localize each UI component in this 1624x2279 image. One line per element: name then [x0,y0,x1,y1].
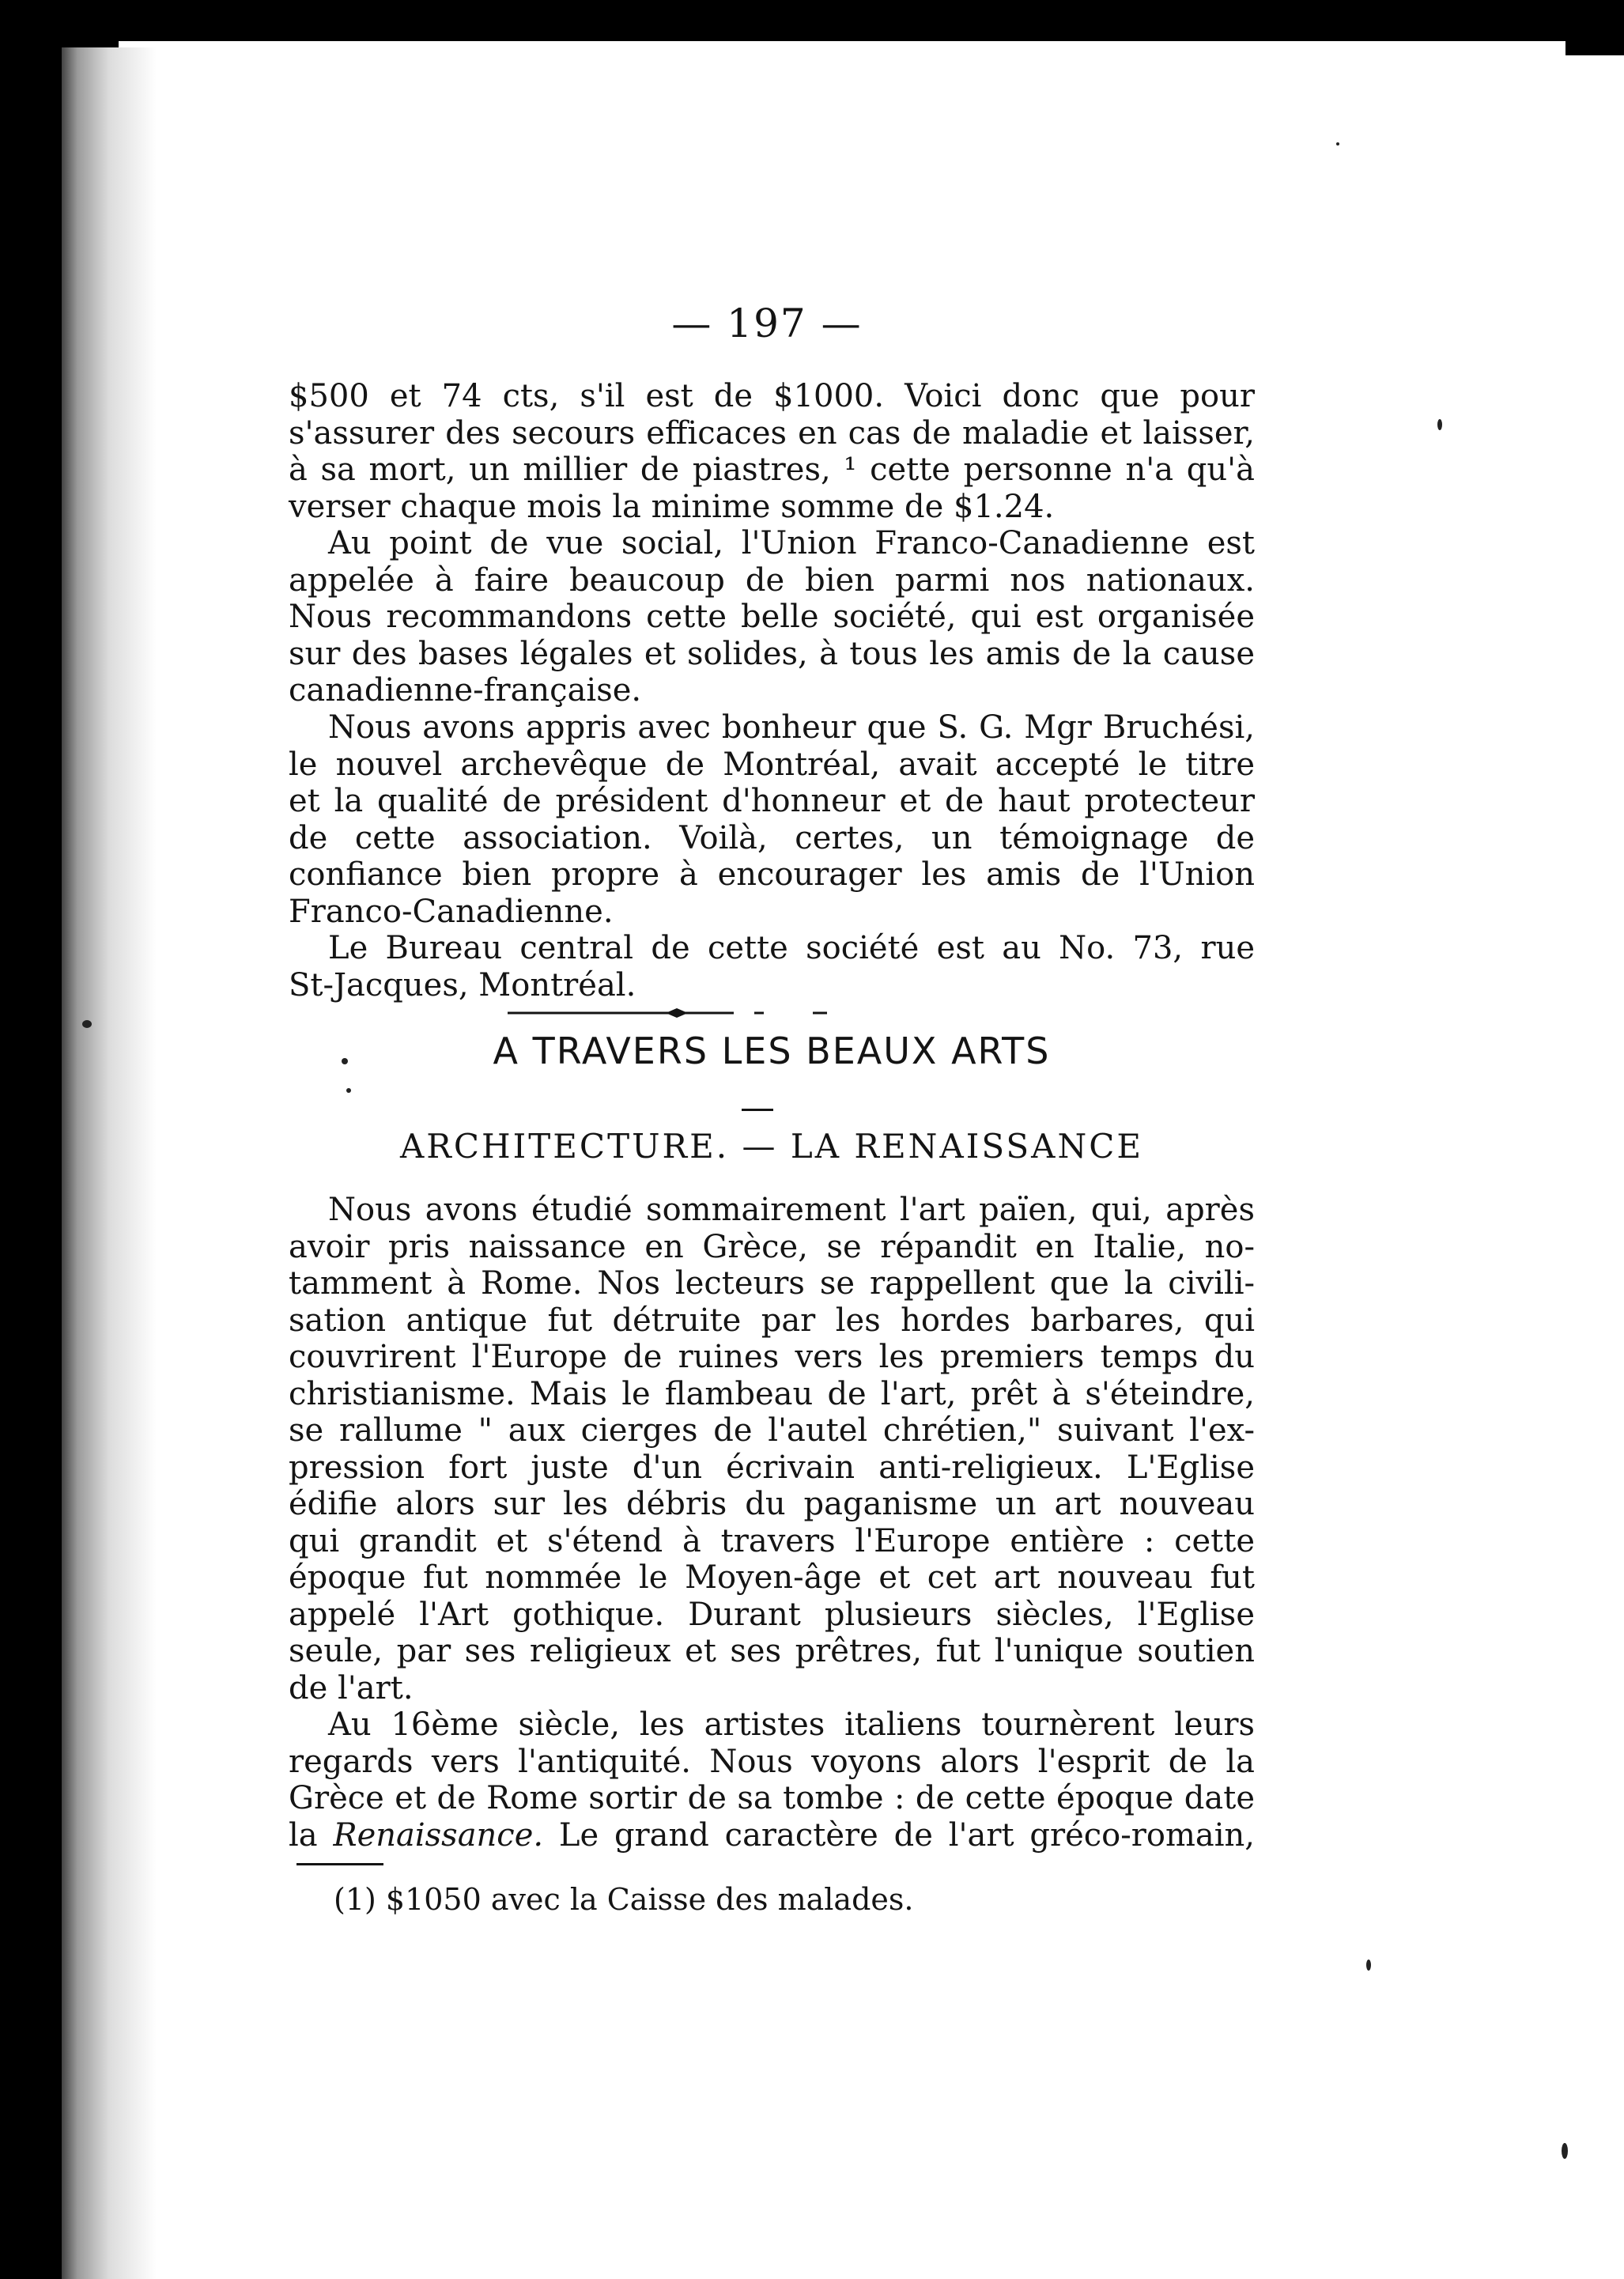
paragraph-6 [289,1706,1255,1854]
text-line: regards vers l'antiquité. Nous voyons alors l'esprit de la [289,1743,1255,1780]
text-line: Au point de vue social, l'Union Franco-Canadienne est [328,525,1255,561]
text-line: Le Bureau central de cette société est au No. 73, rue [328,930,1255,966]
text-line: et la qualité de président d'honneur et de haut protecteur [289,783,1255,819]
text-line: avoir pris naissance en Grèce, se répandit en Italie, no- [289,1228,1255,1265]
scan-left-border [0,0,62,2279]
text-line: confiance bien propre à encourager les amis de l'Union [289,856,1255,893]
text-line: à sa mort, un millier de piastres, ¹ cette personne n'a qu'à [289,452,1255,488]
text-line: $500 et 74 cts, s'il est de $1000. Voici donc que pour [289,378,1255,414]
text-line: appelé l'Art gothique. Durant plusieurs siècles, l'Eglise [289,1596,1255,1633]
italic-term: Renaissance. [333,1816,544,1854]
text-line: christianisme. Mais le flambeau de l'art, prêt à s'éteindre, [289,1375,1255,1412]
text-line: Nous avons étudié sommairement l'art païen, qui, après [328,1192,1255,1228]
text-line: qui grandit et s'étend à travers l'Europe entière : cette [289,1522,1255,1559]
text-line: St-Jacques, Montréal. [289,966,636,1003]
text-line: de cette association. Voilà, certes, un témoignage de [289,819,1255,856]
text-line: Grèce et de Rome sortir de sa tombe : de cette époque date [289,1780,1255,1816]
text-line: verser chaque mois la minime somme de $1.24. [289,488,1055,525]
section-subtitle: ARCHITECTURE. — LA RENAISSANCE [399,1127,1144,1166]
scan-speck [1437,419,1442,430]
scan-top-border-gap [119,41,1565,55]
scan-speck [1336,142,1339,146]
title-dash [742,1109,773,1111]
text-line: appelée à faire beaucoup de bien parmi nos nationaux. [289,561,1255,599]
text-line: édifie alors sur les débris du paganisme un art nouveau [289,1486,1255,1522]
text-line: Nous recommandons cette belle société, qui est organisée [289,599,1255,635]
text-line: couvrirent l'Europe de ruines vers les premiers temps du [289,1339,1255,1375]
paragraph-4 [289,930,1255,1003]
text-line: Franco-Canadienne. [289,893,614,930]
paragraph-1 [289,378,1255,525]
text-line: de l'art. [289,1669,414,1706]
footnote: (1) $1050 avec la Caisse des malades. [334,1882,914,1917]
text-line [289,1817,1255,1854]
section-title: A TRAVERS LES BEAUX ARTS [493,1030,1051,1072]
text-line: époque fut nommée le Moyen-âge et cet art nouveau fut [289,1559,1255,1596]
scan-left-shadow [62,47,157,2279]
text-line: seule, par ses religieux et ses prêtres, fut l'unique soutien [289,1633,1255,1669]
scan-speck [1366,1960,1371,1971]
footnote-rule [296,1863,383,1865]
text-line: Nous avons appris avec bonheur que S. G. Mgr Bruchési, [328,709,1255,746]
scan-speck [1562,2143,1568,2159]
scan-speck [346,1088,351,1093]
text-line: sur des bases légales et solides, à tous les amis de la cause [289,635,1255,672]
section-ornament [503,1007,898,1019]
text-line: tamment à Rome. Nos lecteurs se rappellent que la civili- [289,1265,1255,1302]
line-suffix: Le grand caractère de l'art gréco-romain, [543,1816,1256,1854]
text-line: s'assurer des secours efficaces en cas de maladie et laisser, [289,414,1255,452]
text-line: canadienne-française. [289,672,642,709]
text-line: pression fort juste d'un écrivain anti-religieux. L'Eglise [289,1449,1255,1486]
text-line: Au 16ème siècle, les artistes italiens tournèrent leurs [328,1706,1255,1743]
scan-speck [82,1020,92,1028]
paragraph-2 [289,525,1255,709]
text-line: sation antique fut détruite par les hordes barbares, qui [289,1302,1255,1339]
text-line: le nouvel archevêque de Montréal, avait accepté le titre [289,746,1255,783]
paragraph-3 [289,709,1255,930]
text-line: se rallume " aux cierges de l'autel chrétien," suivant l'ex- [289,1412,1255,1449]
paragraph-5 [289,1192,1255,1706]
page-number: — 197 — [671,300,863,346]
line-prefix: la [289,1816,334,1854]
